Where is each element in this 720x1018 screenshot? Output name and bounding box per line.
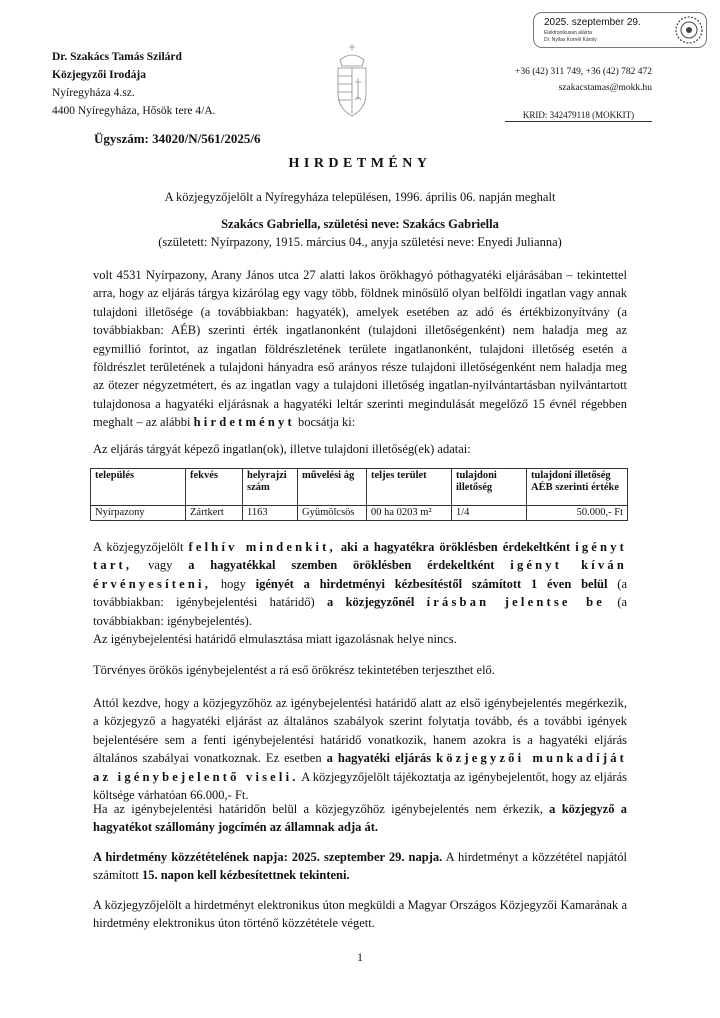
- call-text-bold: aki a hagyatékra öröklésben érdekeltként: [340, 540, 571, 554]
- email-address: szakacstamas@mokk.hu: [558, 83, 652, 93]
- table-header: tulajdoni illetőség: [452, 469, 527, 506]
- table-header: helyrajzi szám: [243, 469, 298, 506]
- procedure-cost: A közjegyzőjelölt tájékoztatja az igénybejelentőt, hogy az eljárás költsége várhatóan 66.000,- Ft.: [93, 769, 628, 803]
- main-paragraph-text: volt 4531 Nyírpazony, Arany János utca 27 alatti lakos örökhagyó póthagyatéki eljárásában – tekintettel arra, hogy az eljárás tárgya kizárólag egy vagy több, földnek minősülő olyan belföldi ingatlan vagy annak tulajdoni illetősége (a továbbiakban: hagyaték), amelyek esetében az adó és értékbizonyítvány (a továbbiakban: AÉB) szerinti érték ingatlanonként (tulajdoni illetőségenként) nem haladja meg az egymillió forintot, az ingatlan földrészletének területe ingatlanonként, tulajdoni illetőség esetén a földrészlet területének a tulajdoni hányadra eső arányos része tulajdoni illetőségenként nem haladja meg az ötezer négyzetmétert, és az ingatlan vagy a tulajdoni illetőség ingatlan-nyilvántartásban nyilvántartott tulajdonosa a hagyatéki eljárásnak a hagyatéki leltár szerinti megindulását megelőző 15 évnél régebben meghalt – az alábbi: [93, 268, 627, 430]
- table-cell: Gyümölcsös: [298, 506, 367, 521]
- call-emphasis: igényt tart,: [93, 540, 628, 573]
- intro-line: A közjegyzőjelölt a Nyíregyháza településen, 1996. április 06. napján meghalt: [164, 190, 556, 204]
- state-text: Ha az igénybejelentési határidőn belül a közjegyzőhöz igénybejelentés nem érkezik,: [93, 802, 543, 816]
- table-header: művelési ág: [298, 469, 367, 506]
- stamp-date: 2025. szeptember 29.: [544, 17, 641, 28]
- publication-date: A hirdetmény közzétételének napja: 2025. szeptember 29. napja.: [93, 850, 443, 864]
- call-text-bold: a hagyatékkal szemben öröklésben érdekeltként: [188, 558, 495, 573]
- case-number: Ügyszám: 34020/N/561/2025/6: [94, 131, 261, 146]
- table-header: fekvés: [186, 469, 243, 506]
- main-paragraph-end: bocsátja ki:: [297, 415, 356, 430]
- call-emphasis: igényt kíván érvényesíteni,: [93, 558, 628, 591]
- property-intro: Az eljárás tárgyát képező ingatlan(ok), illetve tulajdoni illetőség(ek) adatai:: [93, 442, 471, 456]
- call-paragraph: [93, 538, 627, 630]
- procedure-paragraph: [93, 694, 627, 804]
- table-cell: Zártkert: [186, 506, 243, 521]
- table-cell: 1/4: [452, 506, 527, 521]
- call-text-bold: igényét a hirdetményi kézbesítéstől számított 1 éven belül: [255, 576, 608, 591]
- table-cell: 50.000,- Ft: [527, 506, 628, 521]
- call-text: (a továbbiakban: igénybejelentés).: [93, 595, 628, 628]
- publication-deadline: 15. napon kell kézbesítettnek tekinteni.: [141, 868, 350, 883]
- stamp-signer: Dr. Nyilas Kornél Károly: [544, 37, 597, 43]
- call-text: hogy: [220, 576, 246, 591]
- office-number: Nyíregyháza 4.sz.: [52, 87, 135, 99]
- document-title: HIRDETMÉNY: [288, 156, 432, 171]
- call-text: A közjegyzőjelölt: [93, 540, 184, 554]
- procedure-text: Attól kezdve, hogy a közjegyzőhöz az igénybejelentési határidő alatt az első igénybejelentés megérkezik, a közjegyző a hagyatéki eljárást az általános szabályok szerint folytatja tovább, és a további igények bejelentésére sem a fenti igénybejelentési határidő vonatkozik, hanem azokra is a hagyatéki eljárás általános szabályai vonatkoznak. Ez esetben: [93, 696, 627, 766]
- call-text-bold: a közjegyzőnél: [327, 595, 415, 610]
- contact-info: [515, 64, 652, 96]
- stamp-signed-text: Elektronikusan aláírta: [544, 30, 593, 36]
- property-table: [90, 468, 628, 521]
- call-emphasis: felhív mindenkit,: [188, 540, 336, 554]
- office-name: Dr. Szakács Tamás Szilárd: [52, 51, 182, 63]
- table-header: teljes terület: [367, 469, 452, 506]
- main-paragraph: [93, 266, 627, 432]
- table-header: tulajdoni illetőség AÉB szerinti értéke: [527, 469, 628, 506]
- call-text: (a továbbiakban: igénybejelentési határidő): [93, 576, 627, 610]
- table-header-row: [91, 469, 628, 506]
- chamber-paragraph: A közjegyzőjelölt a hirdetményt elektronikus úton megküldi a Magyar Országos Közjegyzői Kamarának a hirdetmény elektronikus úton történő közzététele végett.: [93, 898, 627, 931]
- table-row: [91, 506, 628, 521]
- table-header: település: [91, 469, 186, 506]
- call-text: vagy: [148, 558, 173, 573]
- hungarian-coat-of-arms-icon: [328, 42, 376, 120]
- publication-text: A hirdetményt a közzététel napjától számított: [93, 850, 627, 883]
- deceased-birth: (született: Nyírpazony, 1915. március 04., anyja születési neve: Enyedi Julianna): [158, 235, 562, 249]
- phone-numbers: +36 (42) 311 749, +36 (42) 782 472: [514, 67, 652, 77]
- procedure-text-bold: a hagyatéki eljárás: [326, 751, 432, 766]
- no-excuse-paragraph: Az igénybejelentési határidő elmulasztása miatt igazolásnak helye nincs.: [93, 632, 457, 646]
- call-emphasis: írásban jelentse be: [426, 595, 606, 610]
- deceased-name: Szakács Gabriella, születési neve: Szakács Gabriella: [221, 217, 499, 231]
- krid-number: KRID: 342479118 (MOKKIT): [505, 110, 652, 122]
- state-text-bold: a közjegyző a hagyatékot szállomány jogcímén az államnak adja át.: [93, 802, 627, 835]
- office-address: [52, 48, 216, 120]
- publication-paragraph: [93, 848, 627, 885]
- office-subtitle: Közjegyzői Irodája: [52, 69, 147, 81]
- hirdetmeny-word: hirdetményt: [193, 415, 295, 430]
- signature-stamp: [533, 12, 707, 48]
- table-cell: Nyírpazony: [91, 506, 186, 521]
- table-cell: 1163: [243, 506, 298, 521]
- procedure-emphasis: közjegyzői munkadíját az igénybejelentő viseli.: [93, 751, 628, 784]
- page-number: 1: [357, 950, 363, 964]
- table-cell: 00 ha 0203 m²: [367, 506, 452, 521]
- office-street: 4400 Nyíregyháza, Hősök tere 4/A.: [52, 105, 216, 117]
- heir-paragraph: Törvényes örökös igénybejelentést a rá eső örökrész tekintetében terjeszthet elő.: [93, 663, 495, 677]
- notary-seal-icon: [674, 15, 704, 45]
- state-paragraph: [93, 800, 627, 837]
